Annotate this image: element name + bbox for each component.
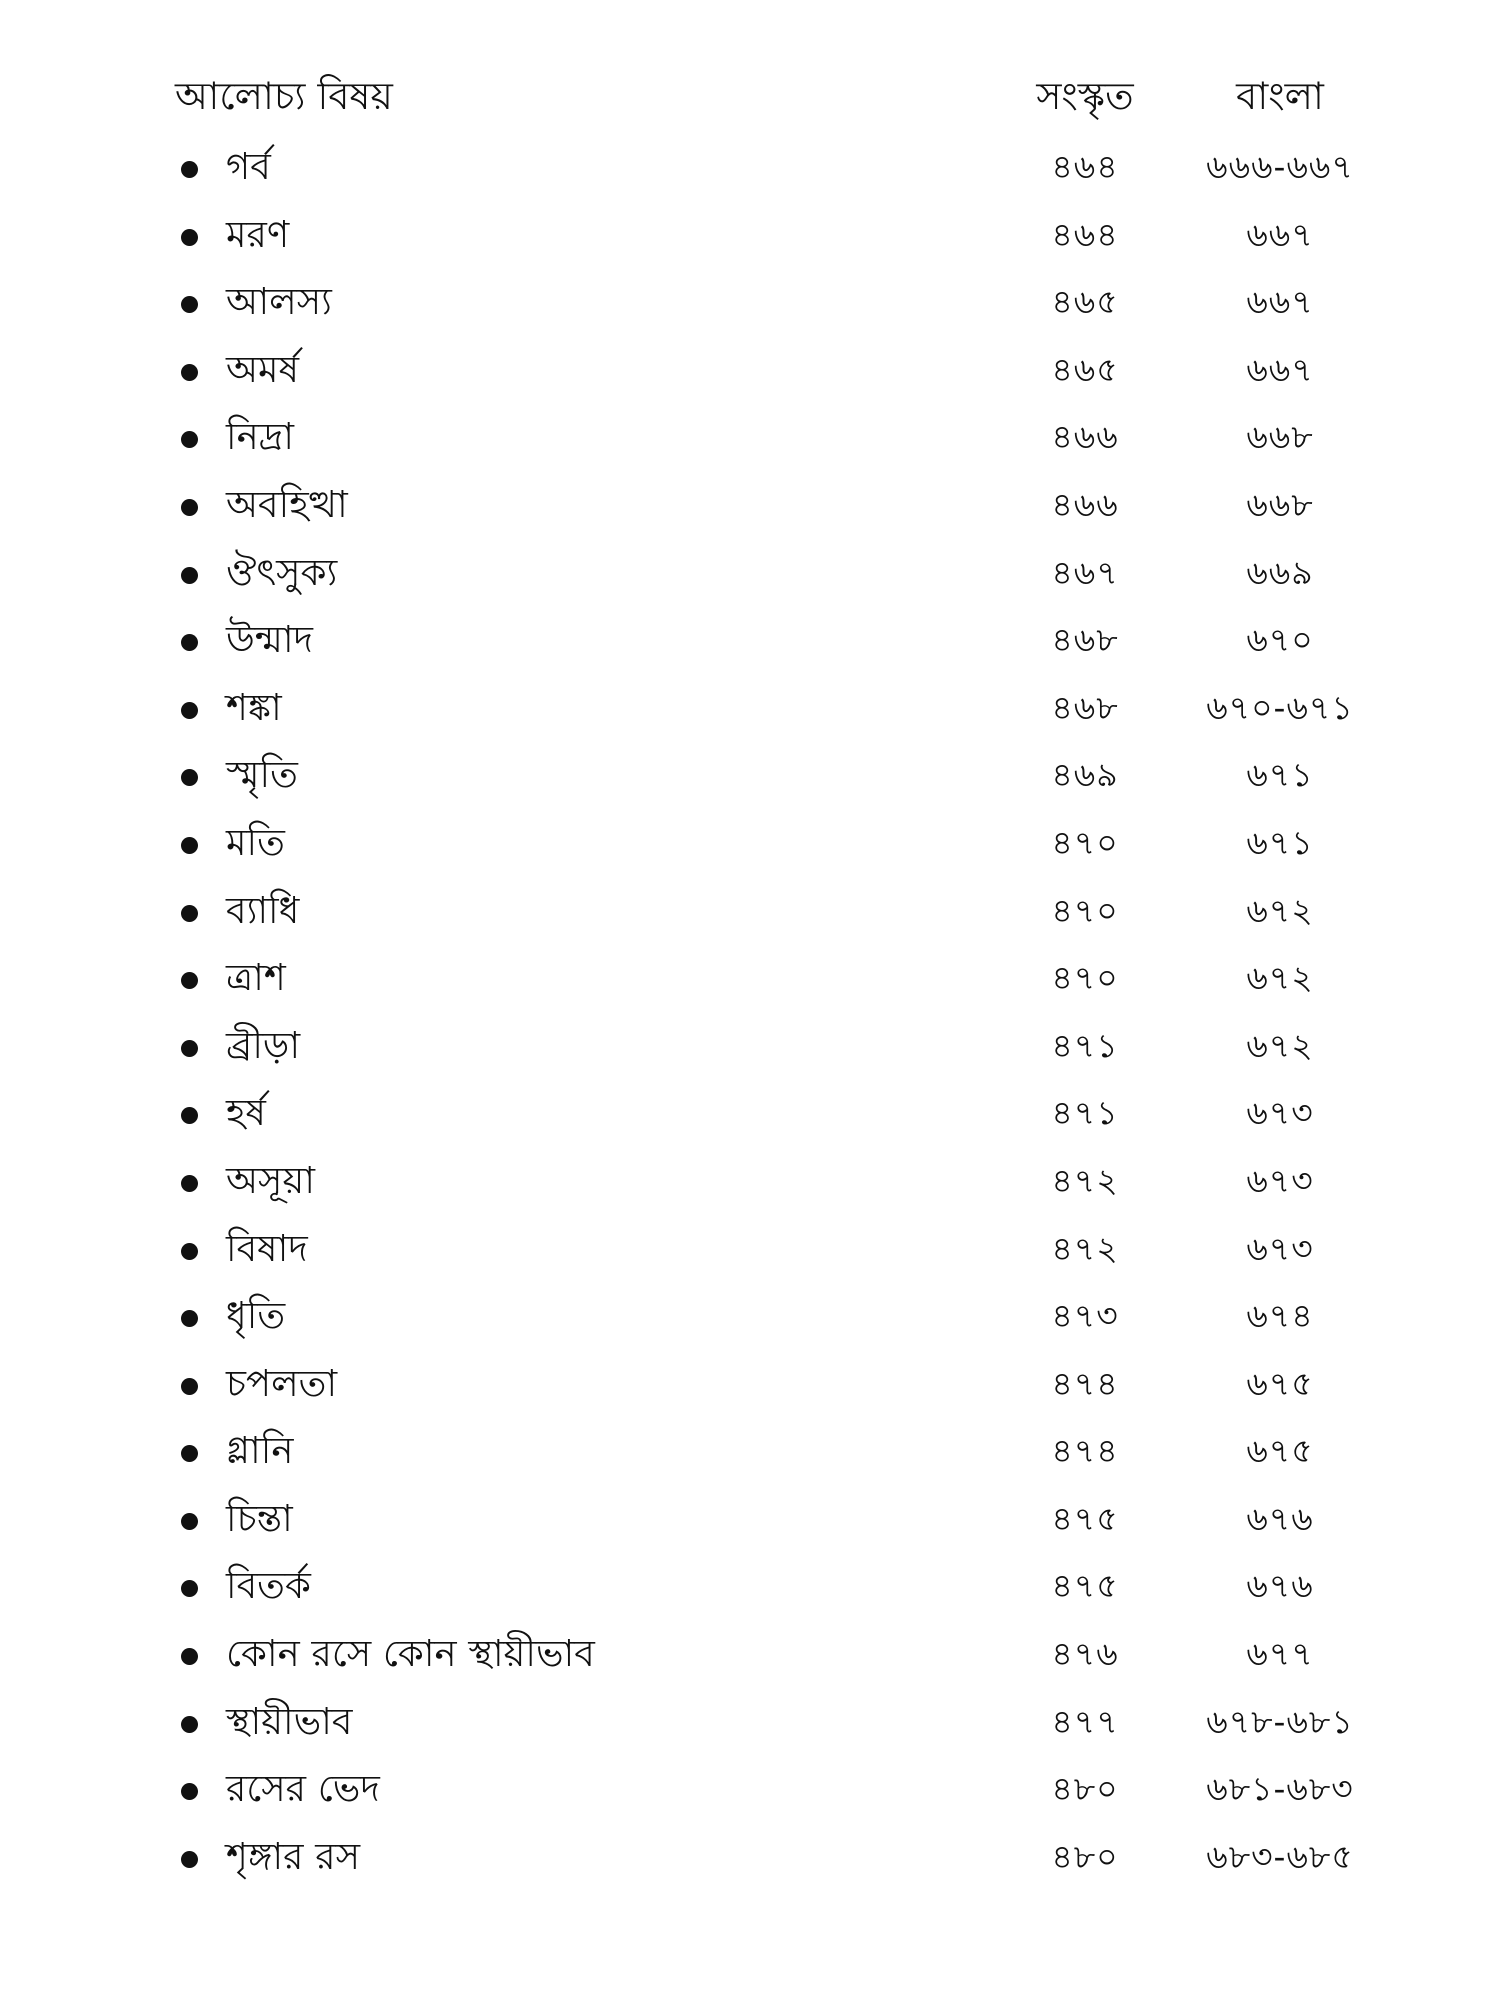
index-list <box>0 134 1500 1891</box>
bangla-page-ref: ৬৮১-৬৮৩ <box>1206 1769 1354 1809</box>
list-item <box>0 1080 1500 1148</box>
topic-label: গর্ব <box>226 145 271 188</box>
topic-label: উন্মাদ <box>226 618 313 662</box>
list-item <box>0 337 1500 405</box>
bullet-icon <box>181 1783 198 1800</box>
topic-label: শঙ্কা <box>226 685 282 729</box>
sanskrit-page-ref: ৪৭৪ <box>1051 1363 1119 1403</box>
bangla-page-ref: ৬৭৬ <box>1246 1498 1314 1538</box>
bangla-page-ref: ৬৬৮ <box>1246 417 1314 457</box>
sanskrit-page-ref: ৪৬৫ <box>1051 349 1119 389</box>
sanskrit-page-ref: ৪৮০ <box>1051 1769 1119 1809</box>
bangla-page-ref: ৬৭৩ <box>1246 1093 1314 1133</box>
topic-column-header: আলোচ্য বিষয় <box>175 74 393 118</box>
sanskrit-page-ref: ৪৭২ <box>1051 1228 1119 1268</box>
topic-label: স্থায়ীভাব <box>226 1699 353 1743</box>
topic-label: নিদ্রা <box>226 415 294 459</box>
sanskrit-page-ref: ৪৭৬ <box>1051 1634 1119 1674</box>
topic-label: কোন রসে কোন স্থায়ীভাব <box>226 1632 595 1676</box>
bullet-icon <box>181 1716 198 1733</box>
list-item <box>0 742 1500 810</box>
bangla-page-ref: ৬৭৮-৬৮১ <box>1206 1701 1354 1741</box>
sanskrit-column-header: সংস্কৃত <box>1036 74 1134 118</box>
sanskrit-page-ref: ৪৬৮ <box>1051 620 1119 660</box>
list-item <box>0 1553 1500 1621</box>
bullet-icon <box>181 161 198 178</box>
topic-label: চিন্তা <box>226 1496 293 1540</box>
bangla-page-ref: ৬৭৩ <box>1246 1228 1314 1268</box>
topic-label: অসূয়া <box>226 1158 316 1202</box>
list-item <box>0 878 1500 946</box>
topic-label: মরণ <box>226 212 290 256</box>
topic-label: হর্ষ <box>226 1091 266 1135</box>
bullet-icon <box>181 431 198 448</box>
list-item <box>0 1621 1500 1689</box>
bullet-icon <box>181 1378 198 1395</box>
topic-label: বিষাদ <box>226 1226 308 1270</box>
bangla-page-ref: ৬৭২ <box>1246 958 1314 998</box>
sanskrit-page-ref: ৪৭৫ <box>1051 1566 1119 1606</box>
list-item <box>0 675 1500 743</box>
sanskrit-page-ref: ৪৭৭ <box>1051 1701 1119 1741</box>
sanskrit-page-ref: ৪৭২ <box>1051 1160 1119 1200</box>
bullet-icon <box>181 1040 198 1057</box>
bullet-icon <box>181 364 198 381</box>
list-item <box>0 1418 1500 1486</box>
sanskrit-page-ref: ৪৬৬ <box>1051 417 1119 457</box>
bangla-page-ref: ৬৭৬ <box>1246 1566 1314 1606</box>
bullet-icon <box>181 1107 198 1124</box>
bullet-icon <box>181 1580 198 1597</box>
bangla-page-ref: ৬৬৯ <box>1246 552 1314 592</box>
sanskrit-page-ref: ৪৭০ <box>1051 890 1119 930</box>
bullet-icon <box>181 1648 198 1665</box>
topic-label: স্মৃতি <box>226 753 298 797</box>
bangla-page-ref: ৬৬৭ <box>1246 349 1314 389</box>
topic-label: ত্রাশ <box>226 956 286 1000</box>
sanskrit-page-ref: ৪৬৮ <box>1051 687 1119 727</box>
topic-label: ব্যাধি <box>226 888 300 932</box>
sanskrit-page-ref: ৪৬৭ <box>1051 552 1119 592</box>
bangla-page-ref: ৬৭৫ <box>1246 1363 1314 1403</box>
bullet-icon <box>181 229 198 246</box>
sanskrit-page-ref: ৪৮০ <box>1051 1836 1119 1876</box>
topic-label: বিতর্ক <box>226 1564 311 1608</box>
bullet-icon <box>181 634 198 651</box>
bullet-icon <box>181 1445 198 1462</box>
list-item <box>0 1486 1500 1554</box>
bangla-page-ref: ৬৭২ <box>1246 890 1314 930</box>
sanskrit-page-ref: ৪৭৩ <box>1051 1296 1119 1336</box>
topic-label: শৃঙ্গার রস <box>226 1834 361 1878</box>
list-item <box>0 1824 1500 1892</box>
list-item <box>0 945 1500 1013</box>
list-item <box>0 540 1500 608</box>
bangla-page-ref: ৬৭১ <box>1246 822 1314 862</box>
sanskrit-page-ref: ৪৭০ <box>1051 958 1119 998</box>
bangla-page-ref: ৬৭০ <box>1246 620 1314 660</box>
sanskrit-page-ref: ৪৬৫ <box>1051 282 1119 322</box>
topic-label: গ্লানি <box>226 1429 294 1473</box>
bangla-page-ref: ৬৭১ <box>1246 755 1314 795</box>
topic-label: ব্রীড়া <box>226 1023 301 1067</box>
bullet-icon <box>181 567 198 584</box>
bullet-icon <box>181 1175 198 1192</box>
table-header <box>175 66 1375 126</box>
list-item <box>0 202 1500 270</box>
bangla-page-ref: ৬৬৬-৬৬৭ <box>1206 147 1354 186</box>
topic-label: চপলতা <box>226 1361 338 1405</box>
list-item <box>0 1216 1500 1284</box>
bullet-icon <box>181 769 198 786</box>
bangla-page-ref: ৬৭৭ <box>1246 1634 1314 1674</box>
topic-label: আলস্য <box>226 280 332 324</box>
bullet-icon <box>181 1513 198 1530</box>
list-item <box>0 1689 1500 1757</box>
sanskrit-page-ref: ৪৭৪ <box>1051 1431 1119 1471</box>
bangla-page-ref: ৬৬৭ <box>1246 214 1314 254</box>
topic-label: অবহিত্থা <box>226 482 348 526</box>
topic-label: মতি <box>226 820 285 864</box>
topic-label: ধৃতি <box>226 1294 286 1338</box>
bangla-page-ref: ৬৭২ <box>1246 1025 1314 1065</box>
list-item <box>0 1013 1500 1081</box>
bangla-page-ref: ৬৭৪ <box>1246 1296 1314 1336</box>
bullet-icon <box>181 837 198 854</box>
bullet-icon <box>181 972 198 989</box>
bangla-page-ref: ৬৬৮ <box>1246 484 1314 524</box>
list-item <box>0 1351 1500 1419</box>
topic-label: অমর্ষ <box>226 347 299 391</box>
sanskrit-page-ref: ৪৬৯ <box>1051 755 1119 795</box>
bangla-page-ref: ৬৭৩ <box>1246 1160 1314 1200</box>
bangla-page-ref: ৬৭০-৬৭১ <box>1206 687 1354 727</box>
bangla-page-ref: ৬৮৩-৬৮৫ <box>1206 1836 1354 1876</box>
list-item <box>0 134 1500 202</box>
sanskrit-page-ref: ৪৬৪ <box>1051 147 1119 186</box>
bangla-page-ref: ৬৬৭ <box>1246 282 1314 322</box>
list-item <box>0 472 1500 540</box>
list-item <box>0 1283 1500 1351</box>
list-item <box>0 404 1500 472</box>
topic-label: রসের ভেদ <box>226 1767 380 1811</box>
topic-label: ঔৎসুক্য <box>226 550 338 594</box>
bullet-icon <box>181 1310 198 1327</box>
sanskrit-page-ref: ৪৬৬ <box>1051 484 1119 524</box>
sanskrit-page-ref: ৪৭১ <box>1051 1093 1119 1133</box>
bangla-page-ref: ৬৭৫ <box>1246 1431 1314 1471</box>
list-item <box>0 269 1500 337</box>
list-item <box>0 607 1500 675</box>
sanskrit-page-ref: ৪৭৫ <box>1051 1498 1119 1538</box>
sanskrit-page-ref: ৪৬৪ <box>1051 214 1119 254</box>
bangla-column-header: বাংলা <box>1236 74 1324 118</box>
bullet-icon <box>181 905 198 922</box>
list-item <box>0 1148 1500 1216</box>
bullet-icon <box>181 1243 198 1260</box>
list-item <box>0 810 1500 878</box>
bullet-icon <box>181 499 198 516</box>
bullet-icon <box>181 296 198 313</box>
bullet-icon <box>181 702 198 719</box>
sanskrit-page-ref: ৪৭০ <box>1051 822 1119 862</box>
sanskrit-page-ref: ৪৭১ <box>1051 1025 1119 1065</box>
bullet-icon <box>181 1851 198 1868</box>
list-item <box>0 1756 1500 1824</box>
